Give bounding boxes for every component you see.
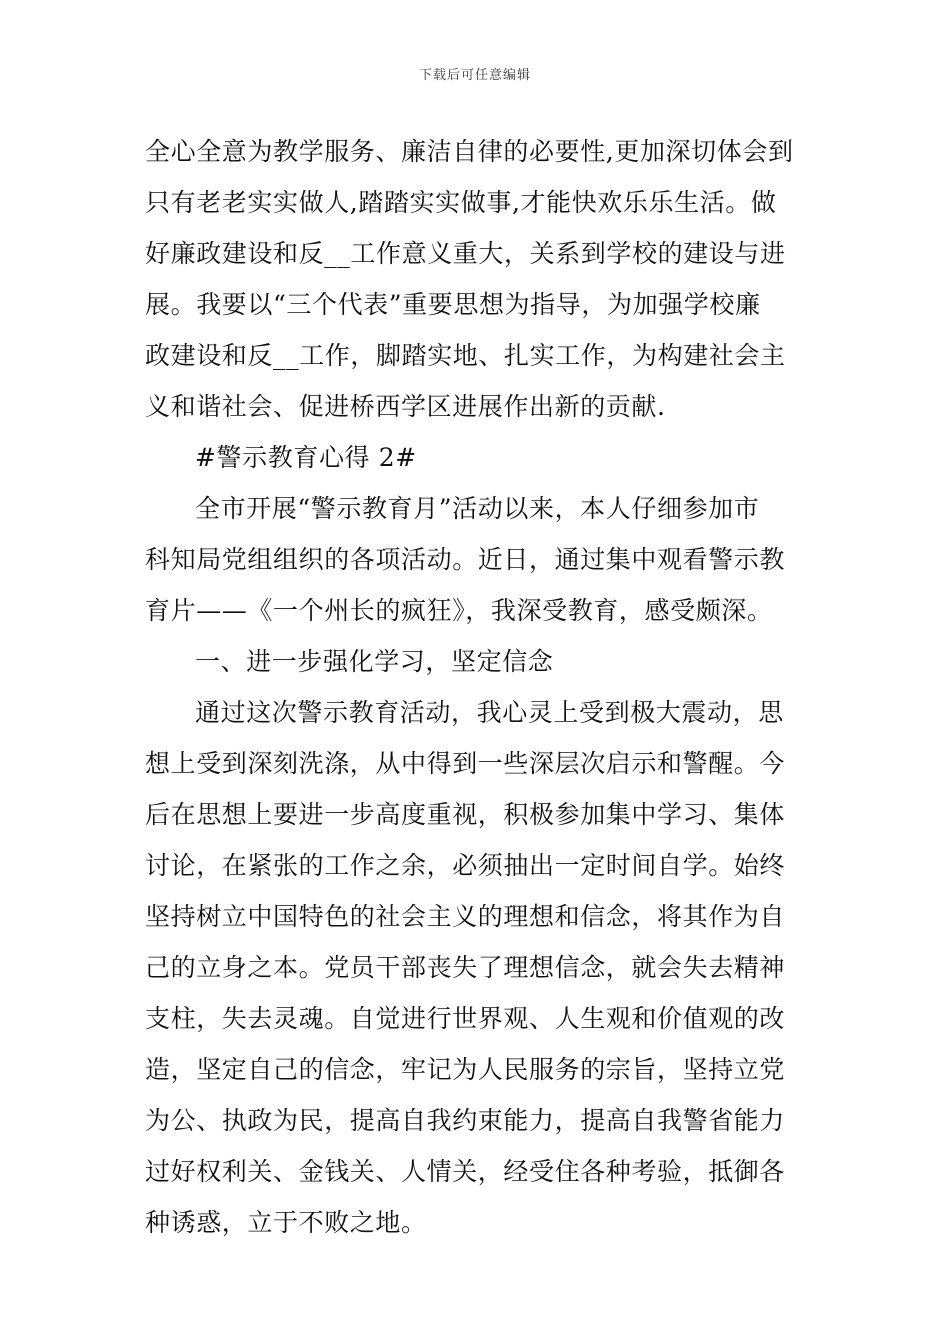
text-line: 科知局党组组织的各项活动。近日，通过集中观看警示教 (145, 545, 786, 574)
text-line: 全市开展“警示教育月”活动以来，本人仔细参加市 (195, 494, 760, 523)
text-line: 造，坚定自己的信念，牢记为人民服务的宗旨，坚持立党 (145, 1055, 786, 1084)
text-line: 只有老老实实做人,踏踏实实做事,才能快欢乐乐生活。做 (145, 188, 777, 217)
section-heading: #警示教育心得 2# (195, 443, 417, 472)
text-line: 想上受到深刻洗涤，从中得到一些深层次启示和警醒。今 (145, 749, 786, 778)
text-line: 政建设和反__工作，脚踏实地、扎实工作，为构建社会主 (145, 341, 786, 370)
text-line: 义和谐社会、促进桥西学区进展作出新的贡献. (145, 392, 666, 421)
document-body (145, 126, 815, 1248)
subsection-heading: 一、进一步强化学习，坚定信念 (195, 647, 554, 676)
text-line: 通过这次警示教育活动，我心灵上受到极大震动，思 (195, 698, 784, 727)
text-line: 后在思想上要进一步高度重视，积极参加集中学习、集体 (145, 800, 786, 829)
page-header: 下载后可任意编辑 (418, 68, 531, 83)
text-line: 支柱，失去灵魂。自觉进行世界观、人生观和价值观的改 (145, 1004, 786, 1033)
text-line: 育片——《一个州长的疯狂》，我深受教育，感受颇深。 (145, 596, 773, 625)
text-line: 展。我要以“三个代表”重要思想为指导，为加强学校廉 (145, 290, 761, 319)
text-line: 为公、执政为民，提高自我约束能力，提高自我警省能力 (145, 1106, 786, 1135)
text-line: 己的立身之本。党员干部丧失了理想信念，就会失去精神 (145, 953, 786, 982)
text-line: 好廉政建设和反__工作意义重大，关系到学校的建设与进 (145, 239, 786, 268)
text-line: 种诱惑，立于不败之地。 (145, 1208, 427, 1237)
text-line: 坚持树立中国特色的社会主义的理想和信念，将其作为自 (145, 902, 786, 931)
text-line: 过好权利关、金钱关、人情关，经受住各种考验，抵御各 (145, 1157, 786, 1186)
text-line: 讨论，在紧张的工作之余，必须抽出一定时间自学。始终 (145, 851, 786, 880)
text-line: 全心全意为教学服务、廉洁自律的必要性,更加深切体会到 (145, 137, 794, 166)
